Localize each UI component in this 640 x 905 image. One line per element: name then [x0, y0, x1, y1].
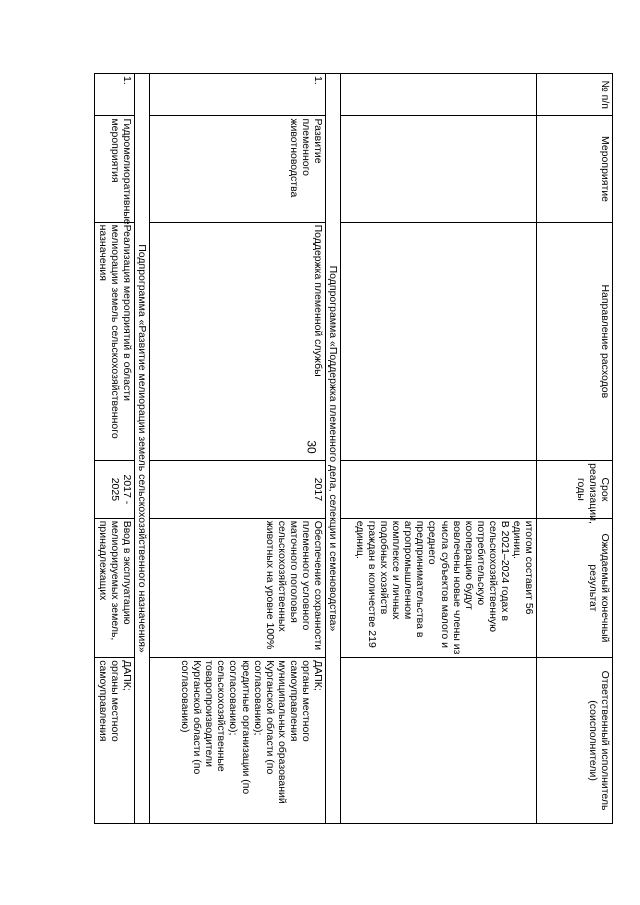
- row-executor: ДАПК; органы местного самоуправления: [94, 658, 134, 824]
- subprogram2-title: Подпрограмма «Развитие мелиорации земель сельскохозяйственного назначения»: [134, 74, 149, 824]
- header-executor: Ответственный исполнитель (соисполнители): [537, 658, 613, 824]
- cont-executor: [341, 658, 537, 824]
- row-result: Ввод в эксплуатацию мелиорируемых земель, принадлежащих: [94, 518, 134, 657]
- rotated-table-wrapper: [96, 73, 613, 824]
- row-term: 2017: [149, 461, 325, 519]
- subprogram2-title-row: [134, 74, 149, 824]
- header-num: № п/п: [537, 74, 613, 116]
- row-event: Развитие племенного животноводства: [149, 116, 325, 222]
- measures-table: [94, 73, 613, 824]
- table-row: [149, 74, 325, 824]
- cont-direction: [341, 222, 537, 461]
- header-term: Срок реализации, годы: [537, 461, 613, 519]
- row-num: 1.: [149, 74, 325, 116]
- row-direction: Реализация мероприятий в области мелиорации земель сельскохозяйственного назначения: [94, 222, 134, 461]
- cont-event: [341, 116, 537, 222]
- cont-result: итогом составит 56 единиц. В 2021–2024 годах в сельскохозяйственную потребительскую кооперацию будут вовлечены новые члены из числа субъектов малого и среднего предпринимательства в агропромышленном комплексе и личных подобных хозяйств граждан в количестве 219 единиц.: [341, 518, 537, 657]
- header-event: Мероприятие: [537, 116, 613, 222]
- row-executor: ДАПК; органы местного самоуправления муниципальных образований Курганской области (по согласованию); кредитные организации (по согласованию); сельскохозяйственные товаропроизводители Курганской области (по согласованию): [149, 658, 325, 824]
- row-num: 1.: [94, 74, 134, 116]
- page-number: 30: [304, 440, 319, 454]
- table-row: [94, 74, 134, 824]
- row-event: Гидромелиоративные мероприятия: [94, 116, 134, 222]
- row-result: Обеспечение сохранности племенного условного маточного поголовья сельскохозяйственных животных на уровне 100%: [149, 518, 325, 657]
- continuation-row: [341, 74, 537, 824]
- row-direction: Поддержка племенной службы: [149, 222, 325, 461]
- subprogram1-title: Подпрограмма «Поддержка племенного дела, селекции и семеноводства»: [325, 74, 340, 824]
- cont-term: [341, 461, 537, 519]
- header-direction: Направление расходов: [537, 222, 613, 461]
- header-result: Ожидаемый конечный результат: [537, 518, 613, 657]
- header-row: [537, 74, 613, 824]
- row-term: 2017 - 2025: [94, 461, 134, 519]
- subprogram1-title-row: [325, 74, 340, 824]
- cont-num: [341, 74, 537, 116]
